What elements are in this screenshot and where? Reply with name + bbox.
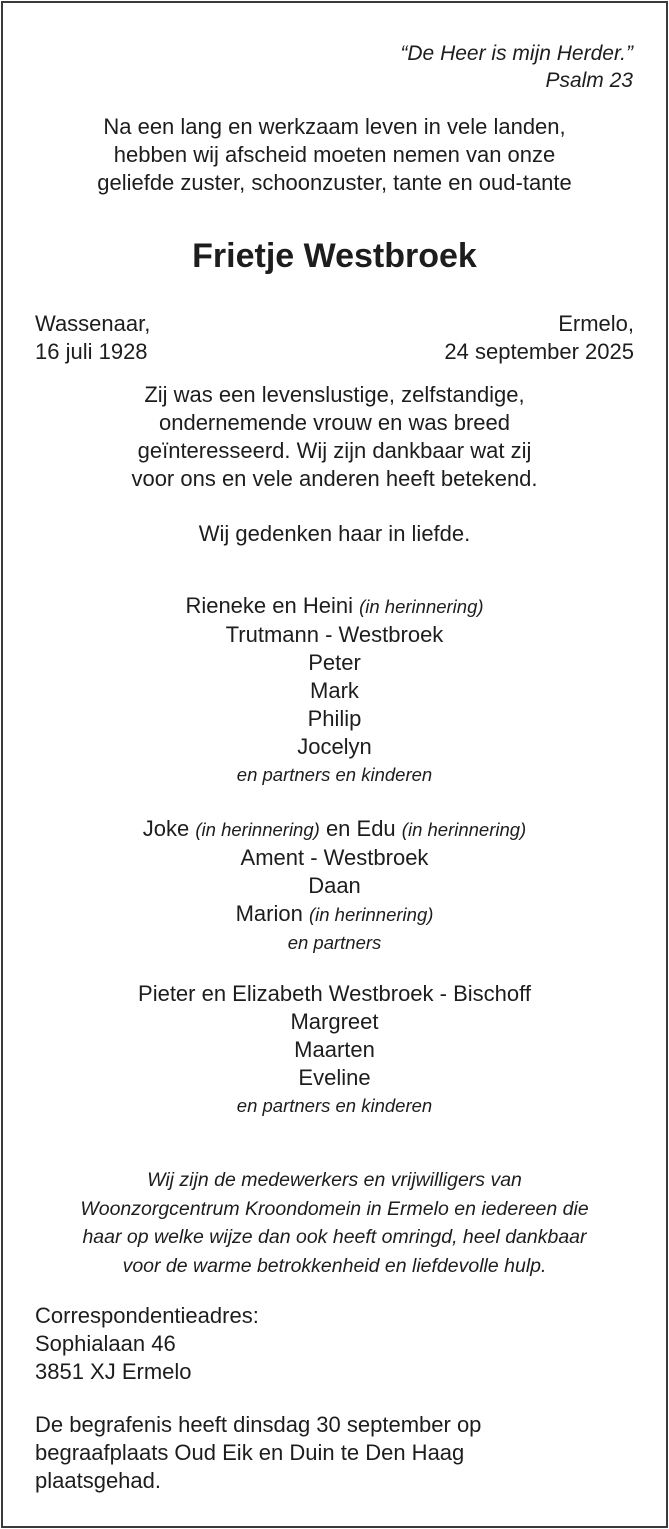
memoriam-note: (in herinnering) — [401, 819, 527, 840]
thanks-line: haar op welke wijze dan ook heeft omringd, heel dankbaar — [82, 1226, 587, 1248]
quote-source: Psalm 23 — [545, 69, 633, 92]
birth-date: 16 juli 1928 — [35, 339, 148, 364]
family-surname: Trutmann - Westbroek — [225, 622, 444, 647]
family-group-1 — [0, 592, 669, 789]
family-surname: Ament - Westbroek — [240, 845, 429, 870]
address-label: Correspondentieadres: — [35, 1303, 259, 1328]
family-names — [0, 815, 669, 844]
address-street: Sophialaan 46 — [35, 1331, 176, 1356]
thanks-note — [0, 1166, 669, 1280]
family-child-name: Marion — [235, 901, 303, 926]
family-footer: en partners en kinderen — [236, 764, 433, 785]
funeral-line: begraafplaats Oud Eik en Duin te Den Haag — [35, 1440, 465, 1465]
family-group-3 — [0, 980, 669, 1120]
family-footer: en partners en kinderen — [236, 1095, 433, 1116]
family-child: Peter — [308, 650, 361, 675]
family-child: Eveline — [298, 1065, 371, 1090]
thanks-line: Wij zijn de medewerkers en vrijwilligers van — [147, 1169, 522, 1191]
family-footer: en partners — [287, 932, 382, 953]
funeral-line: plaatsgehad. — [35, 1468, 161, 1493]
family-child: Margreet — [290, 1009, 379, 1034]
description — [0, 381, 669, 493]
intro-text — [0, 113, 669, 197]
family-group-2 — [0, 815, 669, 957]
address-city: 3851 XJ Ermelo — [35, 1359, 192, 1384]
intro-line: hebben wij afscheid moeten nemen van onze — [113, 142, 556, 167]
death-info — [444, 310, 634, 366]
description-line: ondernemende vrouw en was breed — [158, 410, 510, 435]
memoriam-note: (in herinnering) — [359, 596, 484, 617]
psalm-quote — [400, 40, 633, 94]
thanks-line: Woonzorgcentrum Kroondomein in Ermelo en iedereen die — [80, 1197, 589, 1220]
death-date: 24 september 2025 — [444, 339, 634, 364]
intro-line: Na een lang en werkzaam leven in vele landen, — [103, 114, 566, 139]
thanks-line: voor de warme betrokkenheid en liefdevolle hulp. — [122, 1254, 547, 1277]
family-names: Pieter en Elizabeth Westbroek - Bischoff — [138, 981, 531, 1006]
family-child: Jocelyn — [297, 734, 372, 759]
memoriam-note: (in herinnering) — [195, 819, 320, 840]
birth-place: Wassenaar, — [35, 311, 151, 336]
birth-info — [35, 310, 150, 366]
family-couple: Rieneke en Heini — [185, 593, 353, 618]
description-line: voor ons en vele anderen heeft betekend. — [131, 466, 538, 491]
family-child: Mark — [310, 678, 359, 703]
deceased-name: Frietje Westbroek — [192, 237, 477, 275]
family-join: en Edu — [325, 816, 396, 841]
funeral-line: De begrafenis heeft dinsdag 30 september op — [35, 1412, 482, 1437]
intro-line: geliefde zuster, schoonzuster, tante en oud-tante — [97, 170, 572, 195]
family-child: Philip — [307, 706, 362, 731]
family-child: Daan — [308, 873, 361, 898]
family-name-a: Joke — [142, 816, 190, 841]
family-child — [0, 900, 669, 929]
quote-text: “De Heer is mijn Herder.” — [400, 42, 633, 65]
remembrance-line: Wij gedenken haar in liefde. — [198, 521, 471, 546]
correspondence-address — [35, 1302, 259, 1386]
description-line: Zij was een levenslustige, zelfstandige, — [144, 382, 525, 407]
family-child: Maarten — [294, 1037, 375, 1062]
description-line: geïnteresseerd. Wij zijn dankbaar wat zij — [137, 438, 532, 463]
memoriam-note: (in herinnering) — [308, 904, 434, 925]
death-place: Ermelo, — [558, 311, 634, 336]
family-names — [0, 592, 669, 621]
funeral-info — [35, 1411, 481, 1495]
